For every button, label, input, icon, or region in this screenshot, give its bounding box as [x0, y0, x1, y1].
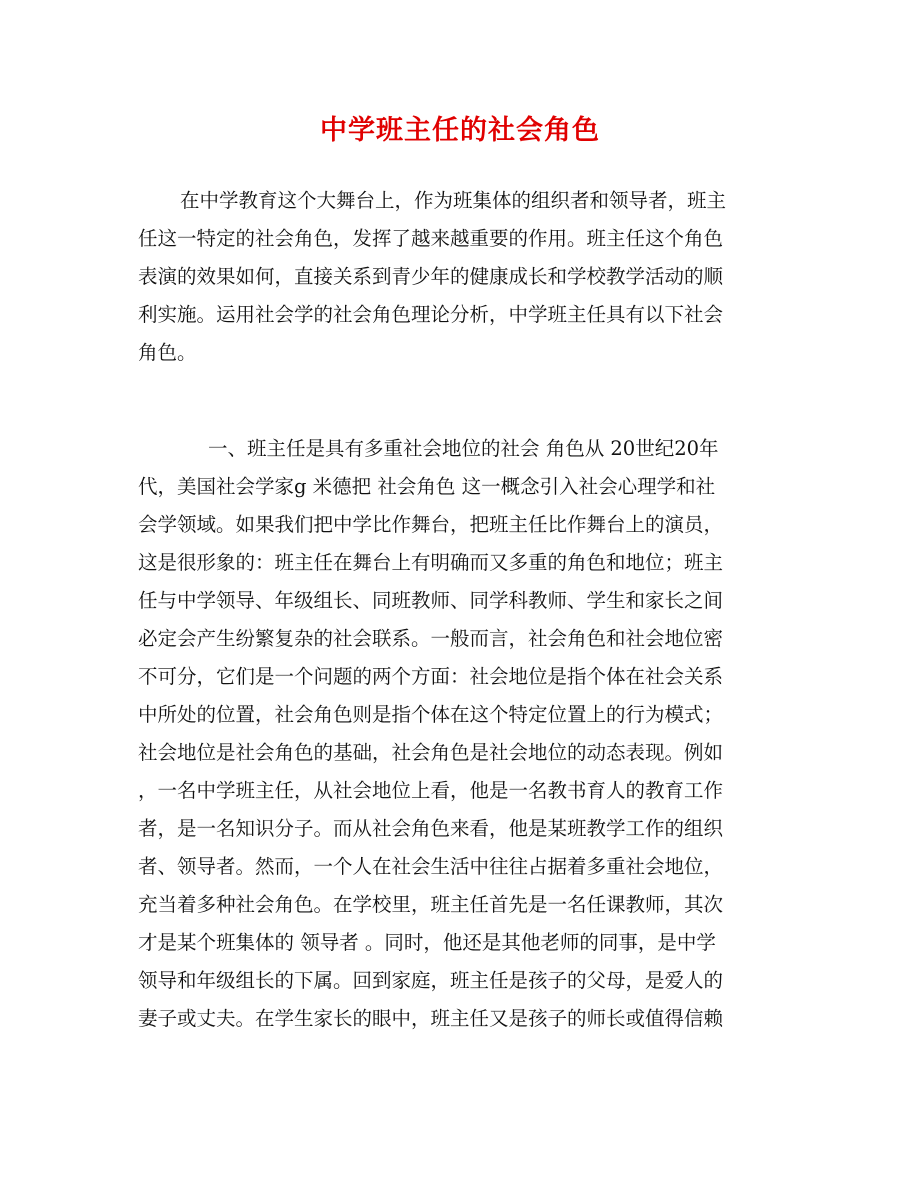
document-title: 中学班主任的社会角色: [320, 115, 600, 146]
paragraph-line: 角色。: [138, 341, 197, 364]
paragraph-line: 利实施。运用社会学的社会角色理论分析，中学班主任具有以下社会: [138, 303, 724, 326]
paragraph-line: 者、领导者。然而，一个人在社会生活中往往占据着多重社会地位，: [138, 855, 724, 878]
paragraph-line: 充当着多种社会角色。在学校里，班主任首先是一名任课教师，其次: [138, 893, 724, 916]
paragraph-line: 不可分，它们是一个问题的两个方面：社会地位是指个体在社会关系: [138, 665, 724, 688]
paragraph-line: 中所处的位置，社会角色则是指个体在这个特定位置上的行为模式；: [138, 703, 724, 726]
paragraph-line: 代，美国社会学家g 米德把 社会角色 这一概念引入社会心理学和社: [138, 475, 716, 498]
paragraph-line: 任这一特定的社会角色，发挥了越来越重要的作用。班主任这个角色: [138, 227, 724, 250]
paragraph-line: 必定会产生纷繁复杂的社会联系。一般而言，社会角色和社会地位密: [138, 627, 724, 650]
section-heading-line: 一、班主任是具有多重社会地位的社会 角色从 20世纪20年: [208, 437, 719, 460]
paragraph-line: 会学领域。如果我们把中学比作舞台，把班主任比作舞台上的演员，: [138, 513, 724, 536]
paragraph-line: 表演的效果如何，直接关系到青少年的健康成长和学校教学活动的顺: [138, 265, 724, 288]
paragraph-line: ，一名中学班主任，从社会地位上看，他是一名教书育人的教育工作: [138, 779, 724, 802]
paragraph-line: 在中学教育这个大舞台上，作为班集体的组织者和领导者，班主: [180, 189, 727, 212]
paragraph-line: 任与中学领导、年级组长、同班教师、同学科教师、学生和家长之间: [138, 589, 724, 612]
paragraph-line: 妻子或丈夫。在学生家长的眼中，班主任又是孩子的师长或值得信赖: [138, 1007, 724, 1030]
paragraph-line: 这是很形象的：班主任在舞台上有明确而又多重的角色和地位；班主: [138, 551, 724, 574]
paragraph-line: 者，是一名知识分子。而从社会角色来看，他是某班教学工作的组织: [138, 817, 724, 840]
paragraph-line: 社会地位是社会角色的基础，社会角色是社会地位的动态表现。例如: [138, 741, 724, 764]
paragraph-line: 领导和年级组长的下属。回到家庭，班主任是孩子的父母，是爱人的: [138, 969, 724, 992]
paragraph-line: 才是某个班集体的 领导者 。同时，他还是其他老师的同事，是中学: [138, 931, 716, 954]
